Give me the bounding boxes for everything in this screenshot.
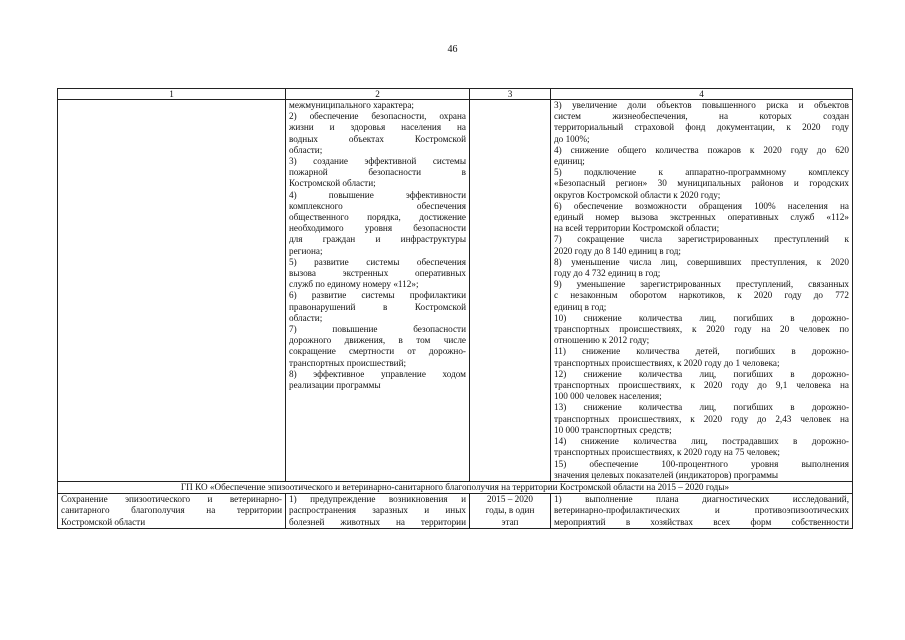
- text-line: 7) сокращение числа зарегистрированных преступлений к: [554, 234, 849, 245]
- row2-col4-cell: [551, 494, 853, 529]
- text-line: санитарного благополучия на территории: [61, 505, 282, 516]
- text-line: округов Костромской области к 2020 году;: [554, 189, 721, 200]
- text-line: реализации программы: [289, 380, 381, 391]
- text-line: ветеринарно-профилактических и противоэпизоотических: [554, 505, 849, 516]
- text-line: году до 4 732 единиц в год;: [554, 268, 661, 279]
- text-line: 3) создание эффективной системы: [289, 156, 466, 167]
- text-line: единиц в год;: [554, 301, 607, 312]
- text-line: 3) увеличение доли объектов повышенного риска и объектов: [554, 100, 849, 110]
- text-line: сокращение смертности от дорожно-: [289, 346, 466, 357]
- text-line: 12) снижение количества лиц, погибших в дорожно-: [554, 368, 849, 379]
- text-line: значения целевых показателей (индикаторов) программы: [554, 469, 779, 480]
- text-line: на всей территории Костромской области;: [554, 223, 720, 234]
- header-row: [58, 89, 853, 100]
- text-line: служб по единому номеру «112»;: [289, 279, 419, 290]
- text-line: 8) эффективное управление ходом: [289, 368, 466, 379]
- text-line: комплексного обеспечения: [289, 200, 466, 211]
- text-line: 5) подключение к аппаратно-программному комплексу: [554, 167, 849, 178]
- text-line: необходимого уровня безопасности: [289, 223, 466, 234]
- row2-col1-text: [61, 494, 282, 528]
- header-col-3: 3: [470, 89, 551, 100]
- text-line: 1) предупреждение возникновения и: [289, 494, 466, 505]
- text-line: 4) снижение общего количества пожаров к 2020 году до 620: [554, 144, 849, 155]
- text-line: 4) повышение эффективности: [289, 189, 466, 200]
- text-line: пожарной безопасности в: [289, 167, 466, 178]
- table-row: [58, 494, 853, 529]
- text-line: Сохранение эпизоотического и ветеринарно-: [61, 494, 282, 505]
- text-line: Костромской области: [61, 516, 146, 527]
- text-line: межмуниципального характера;: [289, 100, 414, 110]
- row1-col2-cell: [286, 100, 470, 482]
- text-line: единый номер вызова экстренных оперативных служб «112»: [554, 212, 849, 223]
- text-line: области;: [289, 312, 323, 323]
- row1-col1-cell: [58, 100, 286, 482]
- text-line: транспортных происшествиях, к 2020 году до 1 человека;: [554, 357, 780, 368]
- text-line: 10) снижение количества лиц, погибших в дорожно-: [554, 312, 849, 323]
- text-line: систем жизнеобеспечения, на которых создан: [554, 111, 849, 122]
- page-number: 46: [447, 44, 458, 55]
- text-line: области;: [289, 144, 323, 155]
- text-line: 6) обеспечение возможности обращения 100% населения на: [554, 200, 849, 211]
- text-line: 11) снижение количества детей, погибших в дорожно-: [554, 346, 849, 357]
- text-line: 7) повышение безопасности: [289, 324, 466, 335]
- text-line: транспортных происшествий;: [289, 357, 407, 368]
- text-line: 6) развитие системы профилактики: [289, 290, 466, 301]
- text-line: мероприятий в хозяйствах всех форм собственности: [554, 516, 849, 527]
- text-line: транспортных происшествиях, к 2020 году на 75 человек;: [554, 447, 780, 458]
- row2-col2-cell: [286, 494, 470, 529]
- text-line: 2015 – 2020: [487, 494, 533, 505]
- text-line: территориальный страховой фонд документации, к 2020 году: [554, 122, 849, 133]
- row1-col4-text: [554, 100, 849, 481]
- row1-col2-text: [289, 100, 466, 391]
- row2-col3-cell: [470, 494, 551, 529]
- header-col-2: 2: [286, 89, 470, 100]
- text-line: общественного порядка, достижение: [289, 212, 466, 223]
- section-row: [58, 481, 853, 493]
- text-line: годы, в один: [485, 505, 535, 516]
- row2-col4-text: [554, 494, 849, 528]
- text-line: для граждан и инфраструктуры: [289, 234, 466, 245]
- header-col-1: 1: [58, 89, 286, 100]
- row2-col1-cell: [58, 494, 286, 529]
- text-line: 15) обеспечение 100-процентного уровня выполнения: [554, 458, 849, 469]
- text-line: Костромской области;: [289, 178, 376, 189]
- row2-col2-text: [289, 494, 466, 528]
- text-line: 14) снижение количества лиц, пострадавших в дорожно-: [554, 436, 849, 447]
- text-line: этап: [501, 516, 519, 527]
- text-line: водных объектах Костромской: [289, 133, 466, 144]
- text-line: жизни и здоровья населения на: [289, 122, 466, 133]
- text-line: вызова экстренных оперативных: [289, 268, 466, 279]
- row2-col3-text: [473, 494, 547, 528]
- text-line: 2) обеспечение безопасности, охрана: [289, 111, 466, 122]
- text-line: 9) уменьшение зарегистрированных преступлений, связанных: [554, 279, 849, 290]
- text-line: транспортных происшествиях, к 2020 году до 9,1 человека на: [554, 380, 849, 391]
- text-line: с незаконным оборотом наркотиков, к 2020 году до 772: [554, 290, 849, 301]
- text-line: дорожного движения, в том числе: [289, 335, 466, 346]
- row1-col3-cell: [470, 100, 551, 482]
- text-line: болезней животных на территории: [289, 516, 466, 527]
- row1-col4-cell: [551, 100, 853, 482]
- text-line: региона;: [289, 245, 323, 256]
- program-table: [57, 88, 853, 529]
- text-line: 1) выполнение плана диагностических исследований,: [554, 494, 849, 505]
- text-line: 8) уменьшение числа лиц, совершивших преступления, к 2020: [554, 256, 849, 267]
- text-line: «Безопасный регион» 30 муниципальных районов и городских: [554, 178, 849, 189]
- table-row: [58, 100, 853, 482]
- text-line: транспортных происшествиях, к 2020 году на 20 человек по: [554, 324, 849, 335]
- text-line: 13) снижение количества лиц, погибших в дорожно-: [554, 402, 849, 413]
- text-line: правонарушений в Костромской: [289, 301, 466, 312]
- text-line: до 100%;: [554, 133, 590, 144]
- text-line: 10 000 транспортных средств;: [554, 424, 672, 435]
- text-line: отношению к 2012 году;: [554, 335, 650, 346]
- text-line: 5) развитие системы обеспечения: [289, 256, 466, 267]
- text-line: 2020 году до 8 140 единиц в год;: [554, 245, 681, 256]
- text-line: транспортных происшествиях, к 2020 году до 2,43 человек на: [554, 413, 849, 424]
- text-line: распространения заразных и иных: [289, 505, 466, 516]
- header-col-4: 4: [551, 89, 853, 100]
- section-title: ГП КО «Обеспечение эпизоотического и ветеринарно-санитарного благополучия на территории Костромской области на 2015 – 2020 годы»: [58, 481, 853, 493]
- text-line: 100 000 человек населения;: [554, 391, 662, 402]
- text-line: единиц;: [554, 156, 585, 167]
